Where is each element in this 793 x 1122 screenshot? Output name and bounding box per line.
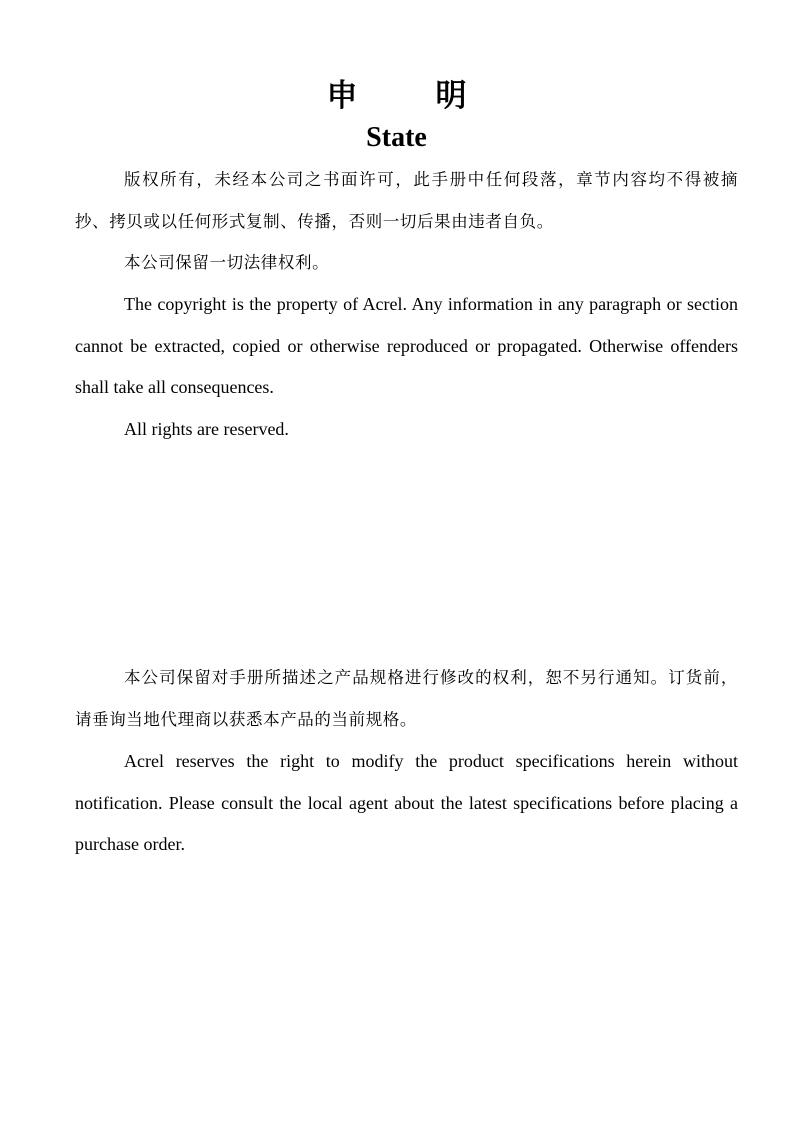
rights-paragraph-english: All rights are reserved. (124, 419, 289, 439)
modify-paragraph-chinese: 本公司保留对手册所描述之产品规格进行修改的权利，恕不另行通知。订货前，请垂询当地代理商以获悉本产品的当前规格。 (75, 668, 738, 729)
page-title-chinese: 申明 (326, 78, 545, 114)
page-title-english: State (366, 122, 427, 153)
copyright-paragraph-english: The copyright is the property of Acrel. Any information in any paragraph or section cannot be extracted, copied or otherwise reproduced or propagated. Otherwise offenders shall take all consequences. (75, 294, 738, 397)
copyright-paragraph-chinese: 版权所有，未经本公司之书面许可，此手册中任何段落，章节内容均不得被摘抄、拷贝或以任何形式复制、传播，否则一切后果由违者自负。 (75, 170, 738, 231)
modify-paragraph-english: Acrel reserves the right to modify the product specifications herein without notification. Please consult the local agent about the latest specifications before placing a purchase order. (75, 751, 738, 854)
rights-paragraph-chinese: 本公司保留一切法律权利。 (124, 253, 330, 272)
